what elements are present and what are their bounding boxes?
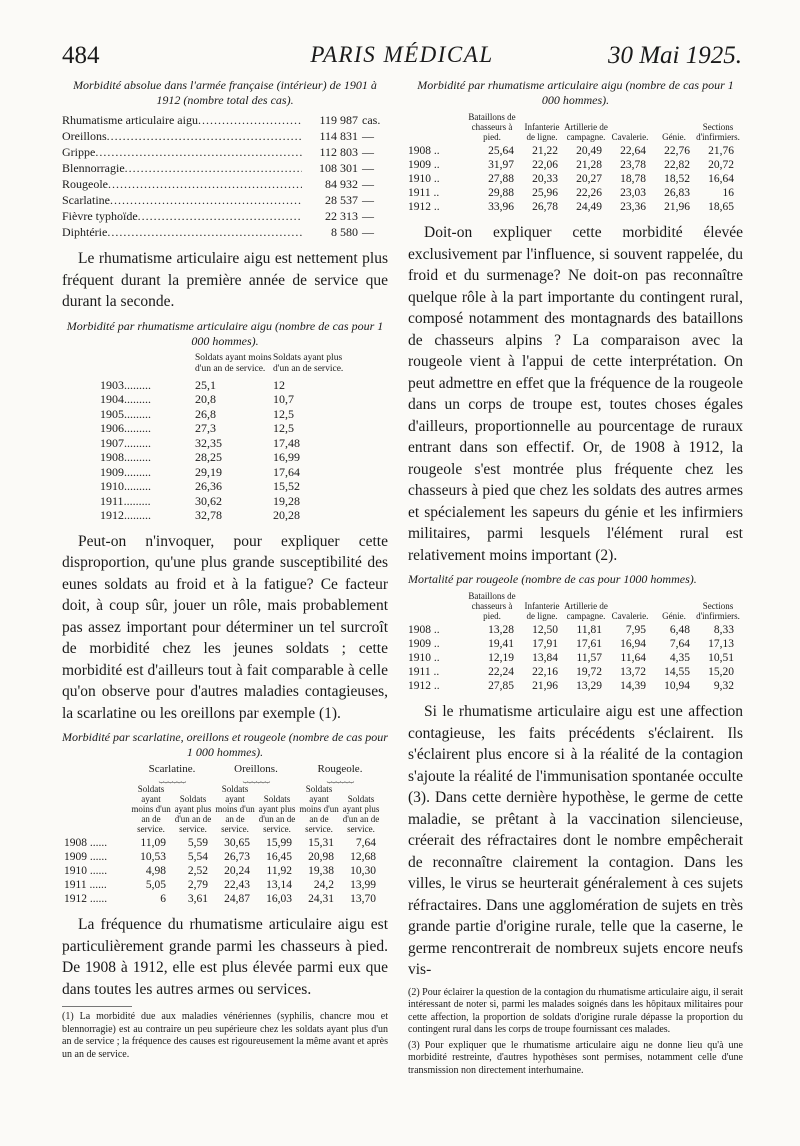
value-cell: 17,64 [273, 464, 300, 479]
caption-measles-mortality: Mortalité par rougeole (nombre de cas pour 1000 hommes). [408, 572, 697, 586]
disease-row [62, 192, 388, 208]
year: 1912 [64, 893, 87, 905]
value-cell: 18,65 [708, 201, 734, 213]
disease-count: 8 580 [331, 225, 358, 239]
table-row [64, 850, 382, 864]
disease-count: 119 987 [319, 113, 358, 127]
year-cell: 1912 ...... [64, 893, 108, 905]
value-cell: 13,70 [350, 893, 376, 905]
contagious-diseases-table: Scarlatine. Oreillons. Rougeole. ⏟⏟⏟⏟⏟⏟ ⏟⏟⏟⏟⏟⏟ ⏟⏟⏟⏟⏟⏟ Soldats ayant moins d'un an de service. Soldats ayant plus d'un an de service. Soldats ayant moins d'un an de service. Soldats ayant plus d'un an de service. Soldats ayant moins d'un an de service. Soldats ayant plus d'un an de service. 1908 ...... 11,09 5,59 30,65 15,99 15,31 7,64 1909 ...... 10,53 5,54 26,73 16,45 20,98 12,68 1910 ...... 4,98 2,52 20,24 11,92 19,38 10,30 1911 ...... 5,05 2,79 22,43 13,14 24,2 13,99 1912 ...... 6 3,61 24,87 16,03 24,31 13,70 [64, 764, 382, 906]
year: 1910 [100, 479, 124, 493]
disease-name: Rhumatisme articulaire aigu [62, 113, 198, 127]
value-cell: 14,55 [664, 666, 690, 678]
column-header: Génie. [662, 132, 686, 142]
value-cell: 16,03 [266, 893, 292, 905]
table-row [100, 494, 353, 509]
column-header: Bataillons de chasseurs à pied. [468, 112, 516, 142]
value-cell: 17,13 [708, 638, 734, 650]
value-cell: 23,78 [620, 159, 646, 171]
column-header: Soldats ayant plus d'un an de service. [258, 794, 296, 834]
leader-dots [110, 192, 302, 208]
column-header: Sections d'infirmiers. [696, 122, 740, 142]
year-cell [100, 508, 195, 523]
value-cell: 22,43 [224, 879, 250, 891]
value-cell: 19,28 [273, 493, 300, 508]
year-cell: 1911 .. [408, 666, 440, 678]
table-row [100, 421, 353, 436]
table-row [408, 679, 740, 693]
table-row [64, 864, 382, 878]
issue-date: 30 Mai 1925. [607, 42, 742, 69]
year-cell: 1910 .. [408, 652, 440, 664]
value-cell: 17,61 [576, 638, 602, 650]
table-row [408, 651, 740, 665]
paragraph: Le rhumatisme articulaire aigu est nettement plus fréquent durant la première année de service que durant la seconde. [62, 250, 388, 310]
leader-dots [108, 176, 302, 192]
leader-dots [124, 436, 151, 450]
value-cell: 16,99 [273, 450, 300, 464]
column-header: Infanterie de ligne. [524, 122, 560, 142]
year-cell [100, 378, 195, 393]
value-cell: 22,64 [620, 145, 646, 157]
paragraph: Peut-on n'invoquer, pour expliquer cette disproportion, qu'une plus grande susceptibilité des eunes soldats au froid et à la fatigue? Ce facteur doit, à coup sûr, jouer un rôle, mais probablement pas assez important pour déterminer un tel surcroît de morbidité chez les jeunes soldats ; cette morbidité est d'ailleurs tout à fait comparable à celle qu'on observe pour d'autres maladies contagieuses, la scarlatine ou les oreillons par exemple (1). [62, 532, 388, 722]
value-cell: 30,65 [224, 837, 250, 849]
value-cell: 32,78 [195, 508, 222, 522]
value-cell: 3,61 [187, 893, 208, 905]
value-cell: 10,94 [664, 680, 690, 692]
table-row [408, 144, 740, 158]
year-cell: 1910 .. [408, 173, 440, 185]
year: 1908 [64, 837, 87, 849]
value-cell: 12 [273, 377, 285, 392]
year: 1910 [64, 865, 87, 877]
value-cell: 32,35 [195, 435, 222, 450]
year-cell: 1912 .. [408, 201, 440, 213]
column-header: Soldats ayant moins d'un an de service. [299, 784, 339, 834]
value-cell: 20,27 [576, 173, 602, 185]
value-cell: 5,59 [187, 837, 208, 849]
column-header: Sections d'infirmiers. [696, 601, 740, 621]
value-cell: 4,98 [145, 865, 166, 877]
page-header [62, 42, 742, 72]
year: 1911 [100, 493, 124, 508]
value-cell: 11,09 [140, 837, 166, 849]
measles-mortality-table [408, 591, 740, 693]
value-cell: 23,36 [620, 201, 646, 213]
leader-dots [124, 407, 151, 421]
table-row [408, 158, 740, 172]
year: 1904 [100, 392, 124, 406]
disease-row [62, 224, 388, 240]
value-cell: 10,7 [273, 392, 294, 406]
year-cell [100, 479, 195, 494]
value-cell: 2,79 [187, 879, 208, 891]
value-cell: 24,49 [576, 201, 602, 213]
value-cell: 20,28 [273, 508, 300, 522]
caption-rheumatism-arms: Morbidité par rhumatisme articulaire aigu (nombre de cas pour 1 000 hommes). [417, 78, 734, 107]
year: 1909 [64, 851, 87, 863]
value-cell: 18,78 [620, 173, 646, 185]
group-header-rougeole: Rougeole. [317, 763, 363, 775]
leader-dots [124, 494, 151, 508]
value-cell: 15,52 [273, 479, 300, 493]
disease-count: 28 537 [325, 193, 358, 207]
journal-title: PARIS MÉDICAL [310, 42, 494, 67]
column-header: Cavalerie. [611, 611, 649, 621]
year: 1908 [100, 450, 124, 464]
disease-name: Diphtérie [62, 225, 108, 239]
table-row [100, 392, 353, 407]
disease-count: 84 932 [325, 177, 358, 191]
table-row [408, 637, 740, 651]
year-cell [100, 436, 195, 451]
year-cell: 1909 .. [408, 159, 440, 171]
value-cell: 17,48 [273, 435, 300, 450]
value-cell: 20,49 [576, 145, 602, 157]
value-cell: 10,53 [140, 851, 166, 863]
leader-dots [124, 392, 151, 406]
disease-unit: — [362, 209, 374, 223]
table-row [64, 892, 382, 906]
year-cell [100, 421, 195, 436]
disease-name: Oreillons [62, 129, 107, 143]
year-cell: 1912 .. [408, 680, 440, 692]
disease-row [62, 128, 388, 144]
value-cell: 11,81 [576, 624, 602, 636]
value-cell: 33,96 [488, 201, 514, 213]
value-cell: 21,28 [576, 159, 602, 171]
value-cell: 12,5 [273, 406, 294, 421]
disease-unit: — [362, 161, 374, 175]
disease-row [62, 112, 388, 128]
value-cell: 13,84 [532, 652, 558, 664]
disease-unit: — [362, 225, 374, 239]
leader-dots [124, 479, 151, 493]
disease-unit: cas. [362, 113, 381, 127]
year-cell [100, 407, 195, 422]
value-cell: 10,30 [350, 865, 376, 877]
value-cell: 10,51 [708, 652, 734, 664]
value-cell: 20,8 [195, 392, 216, 406]
paragraph: Doit-on expliquer cette morbidité élevée exclusivement par l'influence, si souvent rappelée, du froid et du surmenage? Ne doit-on pas reconnaître quelque rôle à la part importante du contingent rural, composé notamment des montagnards des bataillons de chasseurs alpins ? La comparaison avec la rougeole vient à l'appui de cette interprétation. On peut admettre en effet que la fréquence de la rougeole dans un corps de troupe est, toutes choses égales d'ailleurs, proportionnelle au pourcentage de ruraux entrant dans son effectif. Or, de 1908 à 1912, la rougeole s'est montrée plus fréquente chez les chasseurs à pied que chez les soldats des autres armes et spécialement les sapeurs du génie et les infirmiers militaires, parmi lesquels l'élément rural est relativement moins important (2). [408, 224, 743, 564]
year: 1903 [100, 377, 124, 392]
value-cell: 20,98 [308, 851, 334, 863]
value-cell: 11,57 [576, 652, 602, 664]
value-cell: 29,19 [195, 464, 222, 479]
value-cell: 6,48 [669, 624, 690, 636]
value-cell: 22,24 [488, 666, 514, 678]
value-cell: 24,2 [313, 879, 334, 891]
value-cell: 28,25 [195, 450, 222, 464]
caption-absolute-morbidity: Morbidité absolue dans l'armée française (intérieur) de 1901 à 1912 (nombre total des cas). [73, 78, 377, 107]
value-cell: 29,88 [488, 187, 514, 199]
disease-row [62, 144, 388, 160]
value-cell: 22,06 [532, 159, 558, 171]
disease-row [62, 160, 388, 176]
value-cell: 13,28 [488, 624, 514, 636]
leader-dots [107, 128, 302, 144]
group-header-oreillons: Oreillons. [234, 763, 278, 775]
value-cell: 16,94 [620, 638, 646, 650]
value-cell: 11,64 [620, 652, 646, 664]
page-number: 484 [62, 42, 100, 69]
column-header: Infanterie de ligne. [524, 601, 560, 621]
column-header: Artillerie de campagne. [564, 601, 608, 621]
value-cell: 19,72 [576, 666, 602, 678]
right-column [408, 76, 743, 1080]
table-row [408, 665, 740, 679]
column-header: Bataillons de chasseurs à pied. [468, 591, 516, 621]
year-cell: 1908 .. [408, 624, 440, 636]
value-cell: 27,85 [488, 680, 514, 692]
year: 1905 [100, 406, 124, 421]
value-cell: 25,1 [195, 377, 216, 392]
column-header: Soldats ayant plus d'un an de service. [174, 794, 212, 834]
column-header: Soldats ayant moins d'un an de service. [195, 352, 272, 374]
footnote-2: (2) Pour éclairer la question de la contagion du rhumatisme articulaire aigu, il serait intéressant de noter si, parmi les malades soignés dans les hôpitaux militaires pour cette affection, la proportion de soldats d'origine rurale dépasse la proportion du contingent rural dans les corps de troupe fournissant ces malades. [408, 986, 743, 1035]
year-cell: 1911 .. [408, 187, 440, 199]
value-cell: 12,68 [350, 851, 376, 863]
value-cell: 22,26 [576, 187, 602, 199]
value-cell: 31,97 [488, 159, 514, 171]
value-cell: 2,52 [187, 865, 208, 877]
column-header: Cavalerie. [611, 132, 649, 142]
value-cell: 15,20 [708, 666, 734, 678]
value-cell: 26,83 [664, 187, 690, 199]
value-cell: 13,14 [266, 879, 292, 891]
disease-count: 108 301 [319, 161, 358, 175]
table-row [408, 172, 740, 186]
value-cell: 9,32 [713, 680, 734, 692]
value-cell: 13,99 [350, 879, 376, 891]
value-cell: 26,73 [224, 851, 250, 863]
value-cell: 22,16 [532, 666, 558, 678]
disease-totals-list [62, 112, 388, 240]
value-cell: 26,8 [195, 406, 216, 421]
value-cell: 18,52 [664, 173, 690, 185]
column-header: Soldats ayant moins d'un an de service. [131, 784, 171, 834]
leader-dots [107, 224, 302, 240]
value-cell: 12,50 [532, 624, 558, 636]
year: 1906 [100, 421, 124, 435]
table-row [100, 378, 353, 393]
column-header: Soldats ayant plus d'un an de service. [273, 352, 344, 374]
caption-contagious-diseases: Morbidité par scarlatine, oreillons et rougeole (nombre de cas pour 1 000 hommes). [62, 730, 388, 759]
value-cell: 15,31 [308, 837, 334, 849]
disease-name: Rougeole [62, 177, 108, 191]
caption-rheumatism-service: Morbidité par rhumatisme articulaire aigu (nombre de cas pour 1 000 hommes). [66, 318, 384, 348]
value-cell: 7,64 [355, 837, 376, 849]
year: 1907 [100, 435, 124, 450]
value-cell: 16 [722, 187, 734, 199]
leader-dots [124, 450, 151, 464]
value-cell: 17,91 [532, 638, 558, 650]
column-header: Soldats ayant moins d'un an de service. [215, 784, 255, 834]
column-header: Soldats ayant plus d'un an de service. [342, 794, 380, 834]
year-cell: 1908 ...... [64, 837, 108, 849]
value-cell: 5,05 [145, 879, 166, 891]
value-cell: 16,64 [708, 173, 734, 185]
group-header-scarlatine: Scarlatine. [148, 763, 196, 775]
disease-name: Fièvre typhoïde [62, 209, 138, 223]
leader-dots [95, 144, 302, 160]
year-cell: 1909 ...... [64, 851, 108, 863]
leader-dots [125, 160, 302, 176]
disease-name: Grippe [62, 145, 96, 159]
value-cell: 20,72 [708, 159, 734, 171]
disease-unit: — [362, 177, 374, 191]
value-cell: 13,29 [576, 680, 602, 692]
table-row [100, 407, 353, 422]
value-cell: 21,96 [532, 680, 558, 692]
rheumatism-by-service-table [100, 353, 353, 523]
table-row [408, 623, 740, 637]
year: 1909 [100, 464, 124, 479]
value-cell: 15,99 [266, 837, 292, 849]
year-cell: 1908 .. [408, 145, 440, 157]
value-cell: 6 [160, 893, 166, 905]
leader-dots [124, 421, 151, 435]
value-cell: 21,22 [532, 145, 558, 157]
disease-count: 22 313 [325, 209, 358, 223]
year-cell: 1911 ...... [64, 879, 107, 891]
disease-unit: — [362, 193, 374, 207]
disease-unit: — [362, 129, 374, 143]
value-cell: 23,03 [620, 187, 646, 199]
rheumatism-by-arm-table [408, 112, 740, 214]
disease-name: Blennorragie [62, 161, 125, 175]
value-cell: 27,88 [488, 173, 514, 185]
value-cell: 26,36 [195, 479, 222, 493]
value-cell: 12,19 [488, 652, 514, 664]
leader-dots [198, 112, 302, 128]
table-row [408, 200, 740, 214]
value-cell: 12,5 [273, 421, 294, 435]
leader-dots [124, 465, 151, 479]
value-cell: 26,78 [532, 201, 558, 213]
value-cell: 22,82 [664, 159, 690, 171]
year-cell [100, 494, 195, 509]
value-cell: 7,64 [669, 638, 690, 650]
leader-dots [124, 508, 151, 522]
disease-name: Scarlatine [62, 193, 110, 207]
table-row [100, 465, 353, 480]
value-cell: 27,3 [195, 421, 216, 435]
column-header: Génie. [662, 611, 686, 621]
table-row [100, 450, 353, 465]
table-row [100, 508, 353, 523]
value-cell: 25,64 [488, 145, 514, 157]
value-cell: 19,38 [308, 865, 334, 877]
year: 1912 [100, 508, 124, 522]
footnote-1: (1) La morbidité due aux maladies vénériennes (syphilis, chancre mou et blennorragie) est au contraire un peu supérieure chez les soldats ayant plus d'un an de service ; la fréquence des causes est rigoureusement la même avant et après un an de service. [62, 1011, 388, 1060]
value-cell: 22,76 [664, 145, 690, 157]
table-row [100, 436, 353, 451]
value-cell: 13,72 [620, 666, 646, 678]
paragraph: Si le rhumatisme articulaire aigu est une affection contagieuse, les faits précédents s'éclairent. Ils s'éclairent plus encore si à la réalité de la contagion s'ajoute la réalité de l'immunisation spontanée occulte (3). Dans cette dernière hypothèse, le germe de cette maladie, se prêtant à la vaccination silencieuse, créerait des réfractaires dont le nombre empêcherait de reconnaître clairement la contagion. Dans les villes, le virus se heurterait généralement à ces sujets réfractaires. Dans une agglomération de sujets en très grande partie d'origine rurale, telle que la caserne, le germe rencontrerait de nombreux sujets encore neufs vis- [408, 703, 743, 978]
year-cell: 1909 .. [408, 638, 440, 650]
leader-dots [138, 208, 302, 224]
value-cell: 14,39 [620, 680, 646, 692]
left-column [62, 76, 388, 1064]
disease-unit: — [362, 145, 374, 159]
year-cell [100, 450, 195, 465]
table-row [100, 479, 353, 494]
leader-dots [124, 378, 151, 392]
year-cell: 1910 ...... [64, 865, 108, 877]
disease-row [62, 208, 388, 224]
year: 1911 [64, 879, 87, 891]
table-row [64, 836, 382, 850]
column-header: Artillerie de campagne. [564, 122, 608, 142]
disease-count: 114 831 [319, 129, 358, 143]
value-cell: 7,95 [625, 624, 646, 636]
footnote-separator [62, 1006, 132, 1007]
value-cell: 8,33 [713, 624, 734, 636]
value-cell: 24,87 [224, 893, 250, 905]
disease-count: 112 803 [319, 145, 358, 159]
table-row [408, 186, 740, 200]
value-cell: 30,62 [195, 493, 222, 508]
year-cell [100, 465, 195, 480]
value-cell: 20,33 [532, 173, 558, 185]
value-cell: 24,31 [308, 893, 334, 905]
value-cell: 21,96 [664, 201, 690, 213]
table-row [64, 878, 382, 892]
footnote-3: (3) Pour expliquer que le rhumatisme articulaire aigu ne donne lieu qu'à une morbidité restreinte, d'autres hypothèses sont permises, notamment celle d'une transmission non directement interhumaine. [408, 1039, 743, 1076]
value-cell: 25,96 [532, 187, 558, 199]
value-cell: 4,35 [669, 652, 690, 664]
value-cell: 16,45 [266, 851, 292, 863]
paragraph: La fréquence du rhumatisme articulaire aigu est particulièrement grande parmi les chasseurs à pied. De 1908 à 1912, elle est plus élevée parmi eux que dans toutes les autres armes ou services. [62, 916, 388, 998]
value-cell: 11,92 [266, 865, 292, 877]
value-cell: 19,41 [488, 638, 514, 650]
disease-row [62, 176, 388, 192]
year-cell [100, 392, 195, 407]
value-cell: 20,24 [224, 865, 250, 877]
value-cell: 5,54 [187, 851, 208, 863]
value-cell: 21,76 [708, 145, 734, 157]
